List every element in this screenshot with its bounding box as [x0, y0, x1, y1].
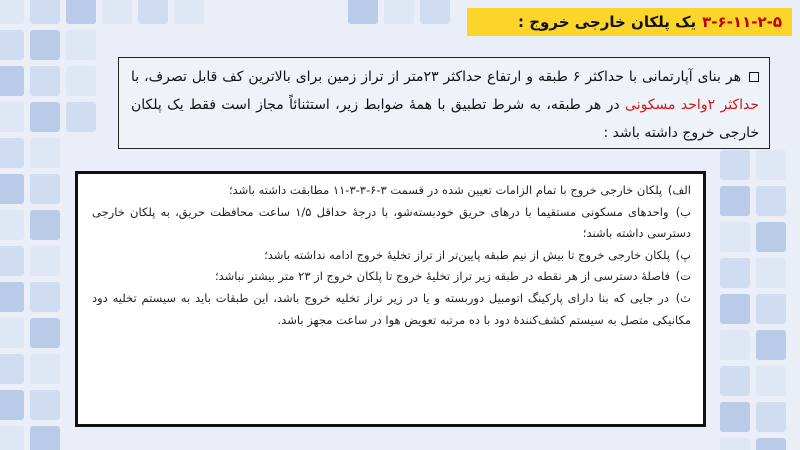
conditions-box [75, 171, 706, 427]
condition-text: واحدهای مسکونی مستقیما با درهای حریق خودبسته‌شو، با درجهٔ حداقل ۱/۵ ساعت محافظت حریق، به پلکان خارجی دسترسی داشته باشند؛ [92, 204, 691, 241]
condition-marker: الف) [667, 183, 691, 197]
condition-text: در جایی که بنا دارای پارکینگ اتومبیل دوربسته و یا در زیر تراز تخلیه خروج باشد، این طبقات باید به سیستم تخلیه دود مکانیکی متصل به سیستم کشف‌کنندهٔ دود با ده مرتبه تعویض هوا در ساعت مجهز باشد. [92, 290, 691, 327]
condition-marker: ب) [675, 204, 692, 219]
condition-text: پلکان خارجی خروج تا بیش از نیم طبقه پایین‌تر از تراز تخلیهٔ خروج ادامه نداشته باشد؛ [264, 247, 671, 262]
condition-item [92, 180, 691, 202]
condition-item [92, 266, 691, 288]
condition-item [92, 245, 691, 267]
condition-text: پلکان خارجی خروج با تمام الزامات تعیین شده در قسمت ۳-۶-۳-۳-۱۱ مطابقت داشته باشد؛ [228, 183, 663, 197]
section-title [467, 8, 792, 36]
condition-item [92, 288, 691, 331]
main-text-part-1: هر بنای آپارتمانی با حداکثر ۶ طبقه و ارتفاع حداکثر ۲۳متر از تراز زمین برای بالاترین کف قابل تصرف، با [131, 69, 741, 85]
main-text-part-3: در هر طبقه، به شرط تطبیق با همهٔ ضوابط زیر، استثنائاً مجاز است فقط یک پلکان خارجی خروج داشته باشد : [131, 97, 759, 141]
condition-marker: ت) [675, 269, 691, 284]
main-rule-box [118, 57, 770, 149]
main-text-highlight: حداکثر ۲واحد مسکونی [625, 97, 759, 113]
condition-marker: پ) [675, 247, 691, 262]
condition-text: فاصلهٔ دسترسی از هر نقطه در طبقه زیر تراز تخلیهٔ خروج تا پلکان خروج از ۲۳ متر بیشتر نباشد؛ [214, 269, 671, 284]
section-number: ۳-۶-۱۱-۲-۵ [702, 13, 782, 31]
condition-marker: ث) [675, 290, 692, 305]
section-title-text: یک پلکان خارجی خروج : [518, 13, 697, 31]
condition-item [92, 202, 691, 245]
checkbox-bullet-icon [749, 72, 759, 82]
